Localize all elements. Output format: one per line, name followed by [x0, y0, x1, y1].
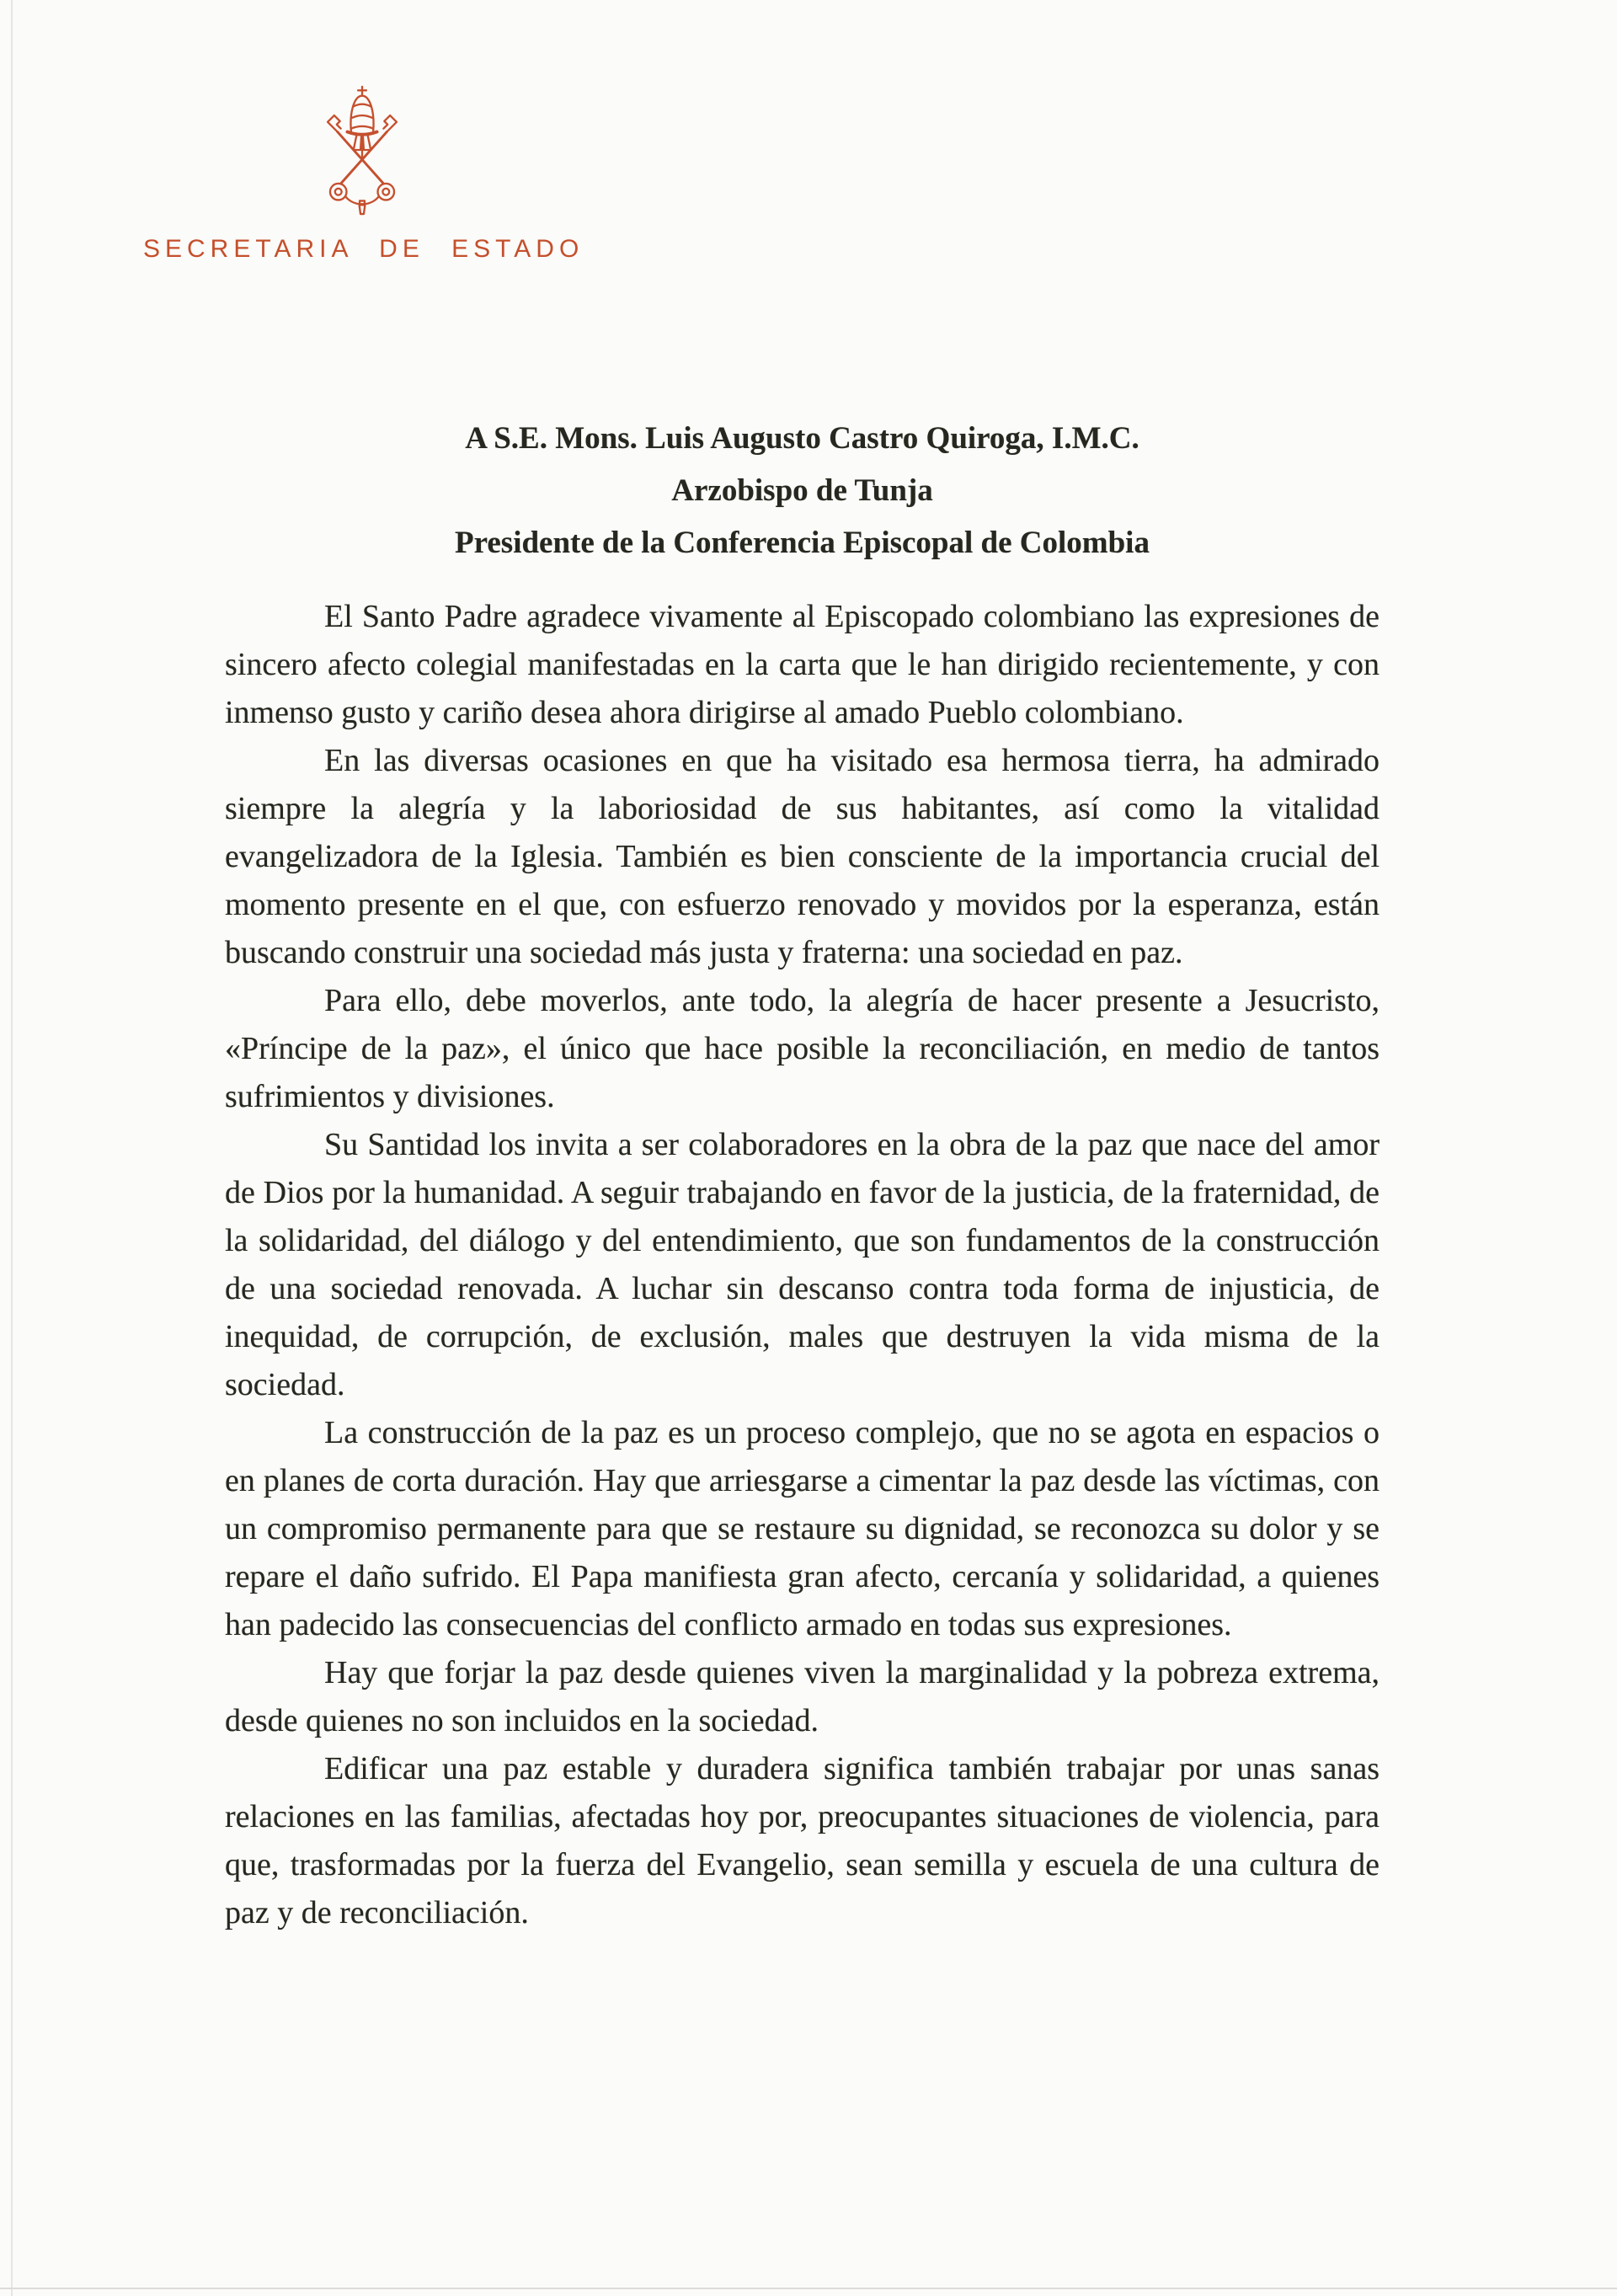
- body-paragraph: En las diversas ocasiones en que ha visitado esa hermosa tierra, ha admirado siempre la alegría y la laboriosidad de sus habitantes, así como la vitalidad evangelizadora de la Iglesia. También es bien consciente de la importancia crucial del momento presente en el que, con esfuerzo renovado y movidos por la esperanza, están buscando construir una sociedad más justa y fraterna: una sociedad en paz.: [225, 743, 1380, 970]
- body-paragraph: Hay que forjar la paz desde quienes viven la marginalidad y la pobreza extrema, desde quienes no son incluidos en la sociedad.: [225, 1655, 1380, 1738]
- letterhead: [143, 84, 584, 264]
- recipient-title-line: Arzobispo de Tunja: [671, 473, 933, 508]
- body-paragraph: Edificar una paz estable y duradera significa también trabajar por unas sanas relaciones en las familias, afectadas hoy por, preocupantes situaciones de violencia, para que, trasformadas por la fuerza del Evangelio, sean semilla y escuela de una cultura de paz y de reconciliación.: [225, 1751, 1380, 1930]
- letter-body: [225, 593, 1380, 1937]
- body-paragraph: El Santo Padre agradece vivamente al Episcopado colombiano las expresiones de sincero afecto colegial manifestadas en la carta que le han dirigido recientemente, y con inmenso gusto y cariño desea ahora dirigirse al amado Pueblo colombiano.: [225, 599, 1380, 730]
- scan-edge-left: [11, 0, 13, 2296]
- recipient-name-line: A S.E. Mons. Luis Augusto Castro Quiroga, I.M.C.: [465, 421, 1139, 456]
- scan-edge-bottom: [0, 2288, 1617, 2289]
- recipient-block: [225, 413, 1380, 569]
- body-paragraph: Su Santidad los invita a ser colaboradores en la obra de la paz que nace del amor de Dios por la humanidad. A seguir trabajando en favor de la justicia, de la fraternidad, de la solidaridad, del diálogo y del entendimiento, que son fundamentos de la construcción de una sociedad renovada. A luchar sin descanso contra toda forma de injusticia, de inequidad, de corrupción, de exclusión, males que destruyen la vida misma de la sociedad.: [225, 1127, 1380, 1402]
- body-paragraph: La construcción de la paz es un proceso complejo, que no se agota en espacios o en planes de corta duración. Hay que arriesgarse a cimentar la paz desde las víctimas, con un compromiso permanente para que se restaure su dignidad, se reconozca su dolor y se repare el daño sufrido. El Papa manifiesta gran afecto, cercanía y solidaridad, a quienes han padecido las consecuencias del conflicto armado en todas sus expresiones.: [225, 1415, 1380, 1642]
- recipient-role-line: Presidente de la Conferencia Episcopal de Colombia: [455, 526, 1150, 560]
- letterhead-title: SECRETARIA DE ESTADO: [143, 235, 584, 263]
- body-paragraph: Para ello, debe moverlos, ante todo, la alegría de hacer presente a Jesucristo, «Príncipe de la paz», el único que hace posible la reconciliación, en medio de tantos sufrimientos y divisiones.: [225, 983, 1380, 1114]
- vatican-crossed-keys-tiara-icon: [317, 84, 408, 216]
